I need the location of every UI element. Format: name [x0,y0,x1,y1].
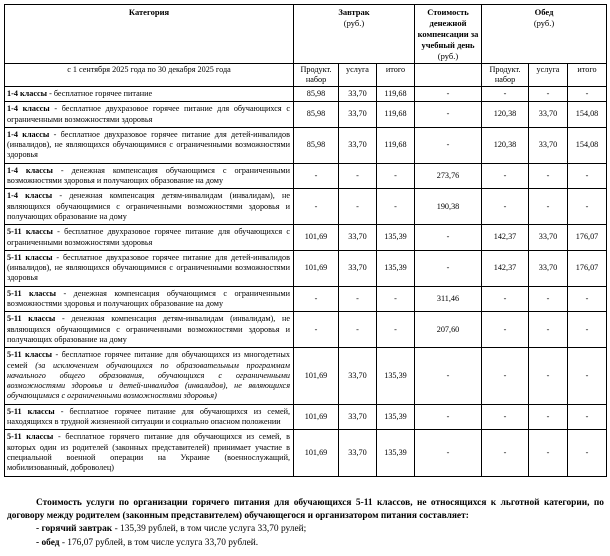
table-row [5,225,607,251]
lunch-header-unit: (руб.) [533,18,555,28]
breakfast-total-cell: 119,68 [377,102,415,128]
lunch-subheader-product: Продукт. набор [482,64,529,87]
breakfast-product-cell: - [294,286,339,312]
breakfast-service-cell: 33,70 [339,102,377,128]
breakfast-total-cell: 135,39 [377,404,415,430]
breakfast-service-cell: 33,70 [339,250,377,286]
lunch-service-cell: - [529,189,568,225]
table-row [5,404,607,430]
compensation-cell: - [415,250,482,286]
table-row [5,163,607,189]
breakfast-total-cell: 135,39 [377,225,415,251]
breakfast-header-unit: (руб.) [343,18,365,28]
breakfast-header-title: Завтрак [338,7,370,17]
lunch-total-cell: - [568,404,607,430]
lunch-total-cell: 154,08 [568,127,607,163]
lunch-service-cell: - [529,404,568,430]
footer-item-breakfast-label: - горячий завтрак [36,524,113,535]
compensation-header [415,5,482,64]
category-class-label: 1-4 классы [7,165,53,175]
category-class-label: 1-4 классы [7,191,53,201]
lunch-service-cell: 33,70 [529,127,568,163]
footer-item-lunch-label: - обед [36,537,60,548]
lunch-total-cell: - [568,312,607,348]
breakfast-service-cell: 33,70 [339,225,377,251]
category-cell [5,163,294,189]
header-row-groups [5,5,607,64]
lunch-product-cell: 142,37 [482,250,529,286]
lunch-service-cell: - [529,87,568,102]
breakfast-total-cell: 135,39 [377,250,415,286]
lunch-subheader-service: услуга [529,64,568,87]
breakfast-total-cell: - [377,312,415,348]
breakfast-service-cell: 33,70 [339,348,377,404]
category-cell [5,87,294,102]
breakfast-subheader-total: итого [377,64,415,87]
compensation-cell: - [415,102,482,128]
breakfast-product-cell: 101,69 [294,430,339,476]
lunch-total-cell: - [568,87,607,102]
breakfast-total-cell: - [377,286,415,312]
table-row [5,250,607,286]
breakfast-subheader-service: услуга [339,64,377,87]
lunch-product-cell: - [482,348,529,404]
lunch-subheader-total: итого [568,64,607,87]
meal-price-table [4,4,607,477]
lunch-service-cell: - [529,286,568,312]
compensation-subheader-empty [415,64,482,87]
lunch-product-cell: - [482,189,529,225]
category-description: - денежная компенсация детям-инвалидам (инвалидам), не являющихся обучающимися с ограниченными возможностями здоровья и получающих образование на дому [7,191,291,221]
category-description: - бесплатное двухразовое горячее питание для детей-инвалидов (инвалидов), не являющихся обучающимися с ограниченными возможностями здоровья [7,252,290,283]
breakfast-total-cell: - [377,163,415,189]
table-row [5,430,607,476]
footer-item-lunch-text: - 176,07 рублей, в том числе услуга 33,70 рублей. [59,537,259,548]
compensation-cell: - [415,225,482,251]
lunch-service-cell: - [529,163,568,189]
lunch-service-cell: 33,70 [529,102,568,128]
category-description: - бесплатное горячее питание для обучающихся из семей, находящихся в трудной жизненной ситуации и социально опасном положении [7,406,291,427]
category-description: - денежная компенсация обучающимся с ограниченными возможностями здоровья и получающих образование на дому [7,165,290,186]
compensation-cell: - [415,404,482,430]
category-description: - бесплатное горячее питание [47,89,153,98]
category-class-label: 1-4 классы [7,89,48,98]
lunch-service-cell: - [529,312,568,348]
lunch-total-cell: 176,07 [568,225,607,251]
lunch-total-cell: - [568,163,607,189]
breakfast-product-cell: - [294,312,339,348]
lunch-total-cell: - [568,189,607,225]
category-description: - бесплатное горячее питание для обучающихся из многодетных семей [7,350,290,370]
category-cell [5,189,294,225]
breakfast-total-cell: 119,68 [377,127,415,163]
category-class-label: 5-11 классы [7,288,57,298]
lunch-service-cell: 33,70 [529,250,568,286]
header-row-sub [5,64,607,87]
category-cell [5,102,294,128]
compensation-cell: 190,38 [415,189,482,225]
compensation-cell: 207,60 [415,312,482,348]
category-cell [5,127,294,163]
compensation-cell: 311,46 [415,286,482,312]
breakfast-total-cell: - [377,189,415,225]
lunch-product-cell: - [482,430,529,476]
breakfast-product-cell: 85,98 [294,102,339,128]
category-description: - бесплатное двухразовое горячее питание для обучающихся с ограниченными возможностями здоровья [7,227,290,247]
category-cell [5,404,294,430]
lunch-product-cell: 120,38 [482,102,529,128]
compensation-cell: - [415,127,482,163]
period-cell: с 1 сентября 2025 года по 30 декабря 2025 года [5,64,294,87]
table-row [5,348,607,404]
category-class-label: 5-11 классы [7,350,53,360]
category-header-label: Категория [128,7,170,17]
breakfast-product-cell: 101,69 [294,225,339,251]
category-class-label: 5-11 классы [7,432,54,442]
breakfast-service-cell: - [339,163,377,189]
breakfast-product-cell: 85,98 [294,127,339,163]
category-description: - денежная компенсация обучающимся с ограниченными возможностями здоровья и получающих образование на дому [7,288,290,309]
breakfast-service-cell: - [339,189,377,225]
category-cell [5,348,294,404]
lunch-product-cell: 142,37 [482,225,529,251]
category-cell [5,250,294,286]
lunch-product-cell: - [482,163,529,189]
breakfast-subheader-product: Продукт. набор [294,64,339,87]
breakfast-service-cell: 33,70 [339,404,377,430]
category-cell [5,312,294,348]
breakfast-product-cell: 85,98 [294,87,339,102]
category-description: - бесплатное горячего питание для обучающихся из семей, в которых один из родителей (законных представителей) принимает участие в специальной военной операции на Украине (военнослужащий, мобилизованный, доброволец) [7,432,290,473]
breakfast-product-cell: 101,69 [294,348,339,404]
footer-item-lunch [36,537,604,550]
category-cell [5,286,294,312]
compensation-cell: 273,76 [415,163,482,189]
breakfast-service-cell: 33,70 [339,127,377,163]
breakfast-service-cell: 33,70 [339,87,377,102]
table-row [5,312,607,348]
breakfast-total-cell: 135,39 [377,348,415,404]
lunch-total-cell: 176,07 [568,250,607,286]
footer-paragraph: Стоимость услуги по организации горячего питания для обучающихся 5-11 классов, не относящихся к льготной категории, по договору между родителем (законным представителем) обучающегося и организатором питания составляет: [7,498,604,522]
lunch-product-cell: 120,38 [482,127,529,163]
breakfast-header [294,5,415,64]
table-row [5,127,607,163]
footer-note [7,497,604,550]
lunch-product-cell: - [482,312,529,348]
category-class-label: 1-4 классы [7,129,50,139]
category-class-label: 1-4 классы [7,104,50,114]
lunch-total-cell: - [568,430,607,476]
compensation-header-unit: (руб.) [437,51,459,61]
category-class-label: 5-11 классы [7,314,56,324]
table-row [5,286,607,312]
lunch-service-cell: - [529,430,568,476]
compensation-cell: - [415,87,482,102]
footer-item-breakfast [36,523,604,536]
category-class-label: 5-11 классы [7,406,55,416]
compensation-header-title: Стоимость денежной компенсации за учебный день [417,7,479,50]
category-description: - денежная компенсация детям-инвалидам (инвалидам), не являющихся обучающимися с ограниченными возможностями здоровья и получающих образование на дому [7,314,290,344]
breakfast-service-cell: 33,70 [339,430,377,476]
category-description: - бесплатное двухразовое горячее питание для обучающихся с ограниченными возможностями здоровья [7,104,290,124]
breakfast-total-cell: 119,68 [377,87,415,102]
category-class-label: 5-11 классы [7,227,53,237]
category-header [5,5,294,64]
lunch-product-cell: - [482,286,529,312]
category-class-label: 5-11 классы [7,252,53,262]
table-row [5,87,607,102]
lunch-service-cell: - [529,348,568,404]
category-description-italic: (за исключением обучающихся по образовательным программам начального общего образования, обучающихся с ограниченными возможностями здоровья и детей-инвалидов (инвалидов), не являющихся обучающимися с ограниченными возможностями здоровья) [7,360,290,401]
breakfast-product-cell: 101,69 [294,250,339,286]
lunch-header-title: Обед [534,7,554,17]
lunch-product-cell: - [482,87,529,102]
compensation-cell: - [415,430,482,476]
breakfast-product-cell: - [294,189,339,225]
footer-item-breakfast-text: - 135,39 рублей, в том числе услуга 33,70 рулей; [112,524,307,535]
category-cell [5,225,294,251]
lunch-total-cell: - [568,286,607,312]
breakfast-product-cell: - [294,163,339,189]
compensation-cell: - [415,348,482,404]
lunch-total-cell: - [568,348,607,404]
lunch-total-cell: 154,08 [568,102,607,128]
table-row [5,189,607,225]
lunch-service-cell: 33,70 [529,225,568,251]
lunch-header [482,5,607,64]
breakfast-service-cell: - [339,286,377,312]
category-description: - бесплатное двухразовое горячее питание для детей-инвалидов (инвалидов), не являющихся обучающимися с ограниченными возможностями здоровья [7,129,290,160]
breakfast-product-cell: 101,69 [294,404,339,430]
breakfast-total-cell: 135,39 [377,430,415,476]
breakfast-service-cell: - [339,312,377,348]
category-cell [5,430,294,476]
table-row [5,102,607,128]
lunch-product-cell: - [482,404,529,430]
